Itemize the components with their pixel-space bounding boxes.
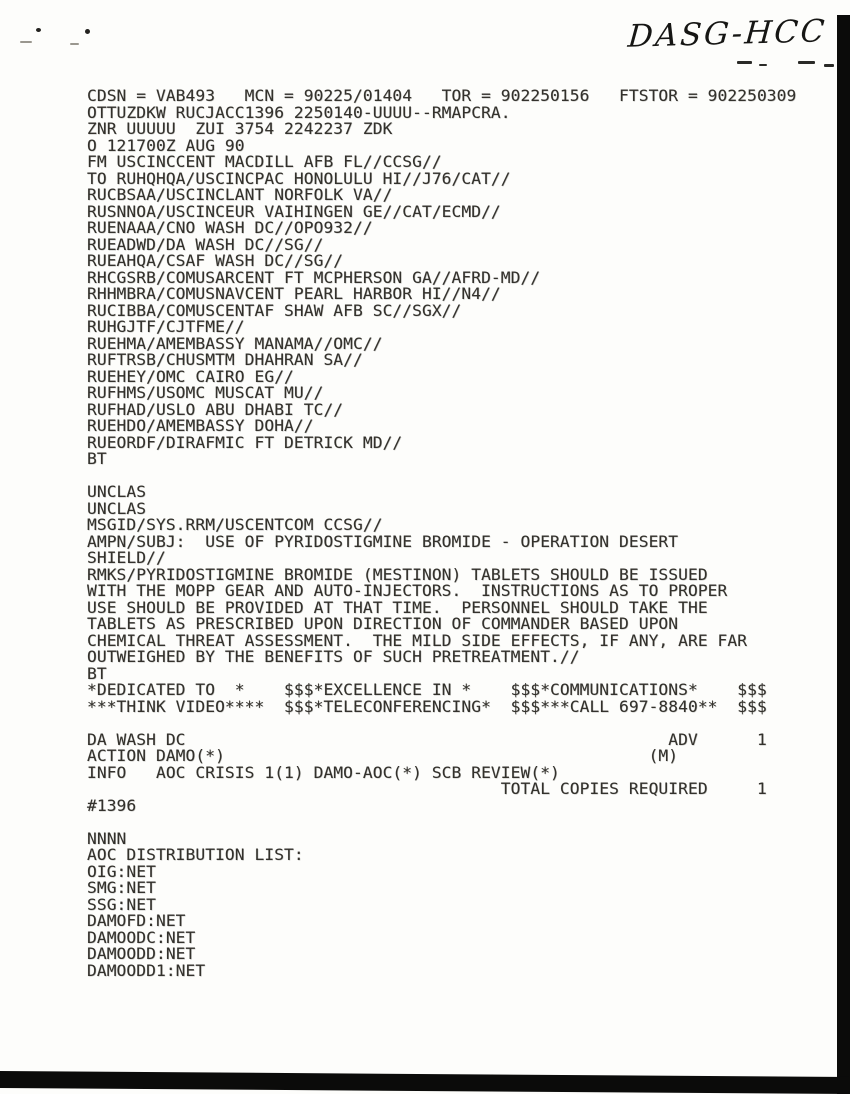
ink-speck	[70, 43, 79, 45]
handwritten-underline-mark	[737, 61, 752, 64]
scan-edge-bottom	[0, 1071, 850, 1094]
message-line: RHCGSRB/COMUSARCENT FT MCPHERSON GA//AFRD-MD//	[87, 267, 541, 287]
message-line: INFO AOC CRISIS 1(1) DAMO-AOC(*) SCB REVIEW(*)	[87, 762, 560, 782]
message-line: RUENAAA/CNO WASH DC//OPO932//	[87, 218, 373, 237]
message-line: RUEADWD/DA WASH DC//SG//	[87, 234, 324, 254]
message-line: RUFHAD/USLO ABU DHABI TC//	[87, 399, 344, 419]
message-line: *DEDICATED TO * $$$*EXCELLENCE IN * $$$*COMMUNICATIONS* $$$	[87, 680, 767, 699]
message-line: RUEHDO/AMEMBASSY DOHA//	[87, 416, 314, 435]
message-line: RUEHMA/AMEMBASSY MANAMA//OMC//	[87, 333, 383, 353]
message-line: UNCLAS	[87, 482, 147, 501]
message-line: DAMOODD:NET	[87, 944, 196, 963]
handwritten-underline-mark	[824, 64, 834, 67]
ink-speck	[85, 29, 90, 34]
message-line: #1396	[87, 795, 137, 815]
message-line: OIG:NET	[87, 861, 156, 881]
message-line: MSGID/SYS.RRM/USCENTCOM CCSG//	[87, 515, 383, 534]
message-line: RUEAHQA/CSAF WASH DC//SG//	[87, 251, 344, 270]
message-line: O 121700Z AUG 90	[87, 135, 245, 155]
message-line: DAMOODD1:NET	[87, 960, 206, 980]
message-line: RHHMBRA/COMUSNAVCENT PEARL HARBOR HI//N4//	[87, 284, 501, 303]
message-line: DAMOODC:NET	[87, 927, 196, 947]
message-line: CHEMICAL THREAT ASSESSMENT. THE MILD SIDE EFFECTS, IF ANY, ARE FAR	[87, 630, 748, 650]
message-line: BT	[87, 449, 107, 468]
message-line: RMKS/PYRIDOSTIGMINE BROMIDE (MESTINON) TABLETS SHOULD BE ISSUED	[87, 564, 708, 584]
message-line: RUCBSAA/USCINCLANT NORFOLK VA//	[87, 185, 393, 204]
handwritten-underline-mark	[759, 64, 767, 66]
message-line: TABLETS AS PRESCRIBED UPON DIRECTION OF COMMANDER BASED UPON	[87, 614, 679, 633]
ink-speck	[36, 28, 41, 32]
message-line: RUFTRSB/CHUSMTM DHAHRAN SA//	[87, 350, 363, 369]
message-line: CDSN = VAB493 MCN = 90225/01404 TOR = 902250156 FTSTOR = 902250309	[87, 86, 797, 105]
message-line: DA WASH DC ADV 1	[87, 729, 767, 749]
message-line: RUEORDF/DIRAFMIC FT DETRICK MD//	[87, 432, 403, 452]
message-line: AMPN/SUBJ: USE OF PYRIDOSTIGMINE BROMIDE - OPERATION DESERT	[87, 531, 679, 551]
message-line: WITH THE MOPP GEAR AND AUTO-INJECTORS. INSTRUCTIONS AS TO PROPER	[87, 581, 728, 600]
message-line: RUCIBBA/COMUSCENTAF SHAW AFB SC//SGX//	[87, 300, 462, 320]
message-line: OTTUZDKW RUCJACC1396 2250140-UUUU--RMAPCRA.	[87, 102, 511, 122]
message-line: RUHGJTF/CJTFME//	[87, 317, 245, 336]
message-line: SHIELD//	[87, 548, 166, 567]
message-line: BT	[87, 663, 107, 683]
message-line: UNCLAS	[87, 498, 147, 518]
message-line: RUFHMS/USOMC MUSCAT MU//	[87, 383, 324, 402]
message-body	[87, 88, 796, 979]
message-line: AOC DISTRIBUTION LIST:	[87, 845, 304, 864]
handwritten-annotation: DASG-HCC	[626, 13, 829, 55]
message-line: ZNR UUUUU ZUI 3754 2242237 ZDK	[87, 119, 393, 138]
message-line: SSG:NET	[87, 894, 156, 914]
handwritten-underline-mark	[798, 61, 815, 64]
message-line: FM USCINCCENT MACDILL AFB FL//CCSG//	[87, 152, 442, 171]
message-line: DAMOFD:NET	[87, 911, 186, 930]
message-line: RUEHEY/OMC CAIRO EG//	[87, 366, 294, 386]
message-line: ACTION DAMO(*) (M)	[87, 746, 679, 765]
scan-edge-right	[837, 15, 850, 1094]
message-line: USE SHOULD BE PROVIDED AT THAT TIME. PERSONNEL SHOULD TAKE THE	[87, 597, 708, 617]
message-line	[87, 468, 796, 485]
ink-speck	[20, 41, 32, 43]
message-line: SMG:NET	[87, 878, 156, 897]
message-line: RUSNNOA/USCINCEUR VAIHINGEN GE//CAT/ECMD//	[87, 201, 501, 221]
message-line	[87, 814, 796, 831]
message-line: NNNN	[87, 828, 127, 848]
message-line: ***THINK VIDEO**** $$$*TELECONFERENCING* $$$***CALL 697-8840** $$$	[87, 696, 767, 716]
message-line: TOTAL COPIES REQUIRED 1	[87, 779, 767, 798]
message-line: TO RUHQHQA/USCINCPAC HONOLULU HI//J76/CAT//	[87, 168, 511, 188]
message-line: OUTWEIGHED BY THE BENEFITS OF SUCH PRETREATMENT.//	[87, 647, 580, 666]
